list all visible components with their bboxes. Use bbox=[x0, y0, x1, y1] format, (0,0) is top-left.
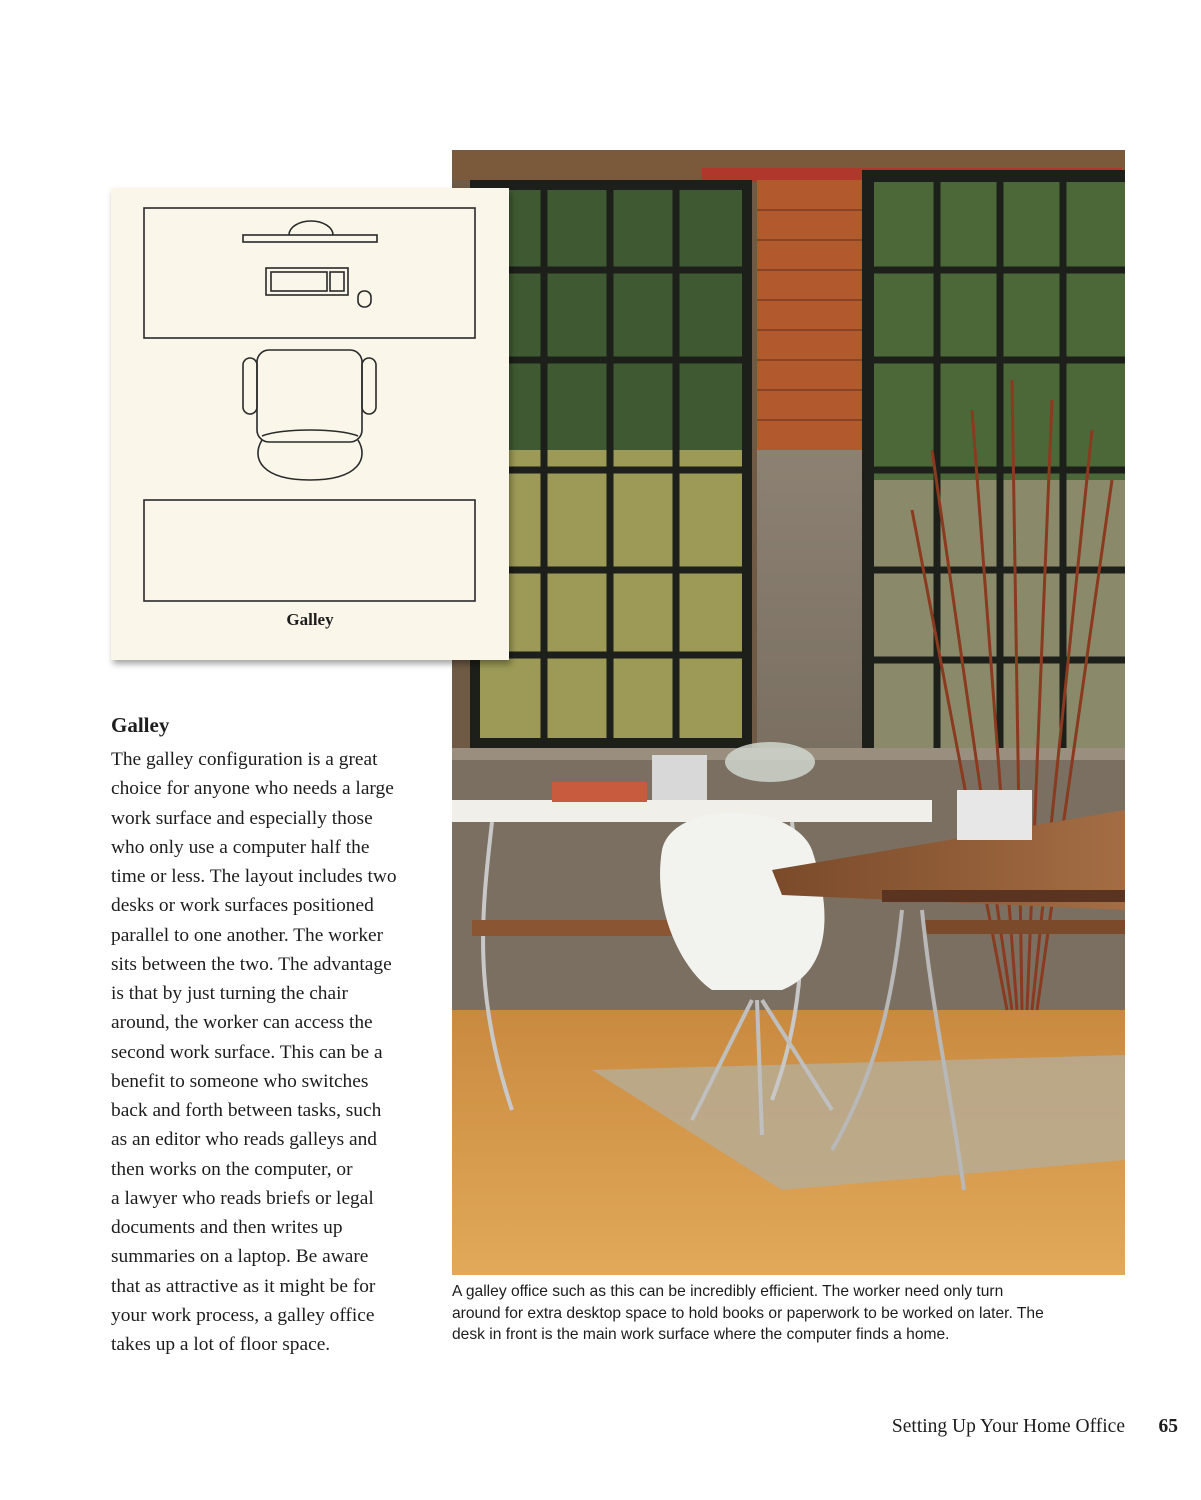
photo-caption-line: A galley office such as this can be incredibly efficient. The worker need only turn bbox=[452, 1283, 1004, 1300]
body-line: around, the worker can access the bbox=[111, 1012, 373, 1034]
section-heading: Galley bbox=[111, 713, 170, 737]
body-paragraph bbox=[111, 745, 431, 1359]
photo-caption bbox=[452, 1281, 1132, 1346]
lower-desk bbox=[144, 500, 475, 601]
body-line: second work surface. This can be a bbox=[111, 1041, 383, 1063]
body-line: your work process, a galley office bbox=[111, 1304, 375, 1326]
body-line: benefit to someone who switches bbox=[111, 1070, 369, 1092]
galley-floorplan-diagram bbox=[111, 188, 509, 660]
body-line: a lawyer who reads briefs or legal bbox=[111, 1187, 374, 1209]
photo-caption-line: around for extra desktop space to hold books or paperwork to be worked on later. The bbox=[452, 1304, 1044, 1322]
diagram-caption: Galley bbox=[286, 610, 334, 629]
page-number: 65 bbox=[1158, 1416, 1178, 1437]
mouse bbox=[358, 291, 371, 307]
body-line: is that by just turning the chair bbox=[111, 983, 348, 1004]
office-chair bbox=[243, 350, 376, 480]
body-line: takes up a lot of floor space. bbox=[111, 1334, 331, 1355]
body-line: time or less. The layout includes two bbox=[111, 866, 397, 887]
photo-caption-line: desk in front is the main work surface where the computer finds a home. bbox=[452, 1326, 950, 1343]
body-line: desks or work surfaces positioned bbox=[111, 895, 374, 917]
body-line: choice for anyone who needs a large bbox=[111, 778, 394, 800]
body-line: documents and then writes up bbox=[111, 1217, 343, 1238]
body-line: as an editor who reads galleys and bbox=[111, 1129, 377, 1151]
upper-desk bbox=[144, 208, 475, 338]
running-footer-title: Setting Up Your Home Office bbox=[891, 1416, 1125, 1437]
body-line: sits between the two. The advantage bbox=[111, 953, 392, 975]
body-line: then works on the computer, or bbox=[111, 1158, 353, 1180]
monitor bbox=[243, 235, 377, 242]
body-line: that as attractive as it might be for bbox=[111, 1275, 376, 1297]
body-line: who only use a computer half the bbox=[111, 836, 370, 858]
body-line: summaries on a laptop. Be aware bbox=[111, 1246, 369, 1268]
office-photo bbox=[452, 150, 1125, 1275]
galley-diagram-card bbox=[111, 188, 509, 660]
body-line: The galley configuration is a great bbox=[111, 749, 378, 770]
running-footer bbox=[0, 1416, 1201, 1446]
body-line: parallel to one another. The worker bbox=[111, 924, 384, 946]
brick-pillar bbox=[757, 180, 862, 450]
body-line: work surface and especially those bbox=[111, 807, 373, 829]
back-desk bbox=[452, 800, 932, 822]
body-line: back and forth between tasks, such bbox=[111, 1100, 382, 1121]
